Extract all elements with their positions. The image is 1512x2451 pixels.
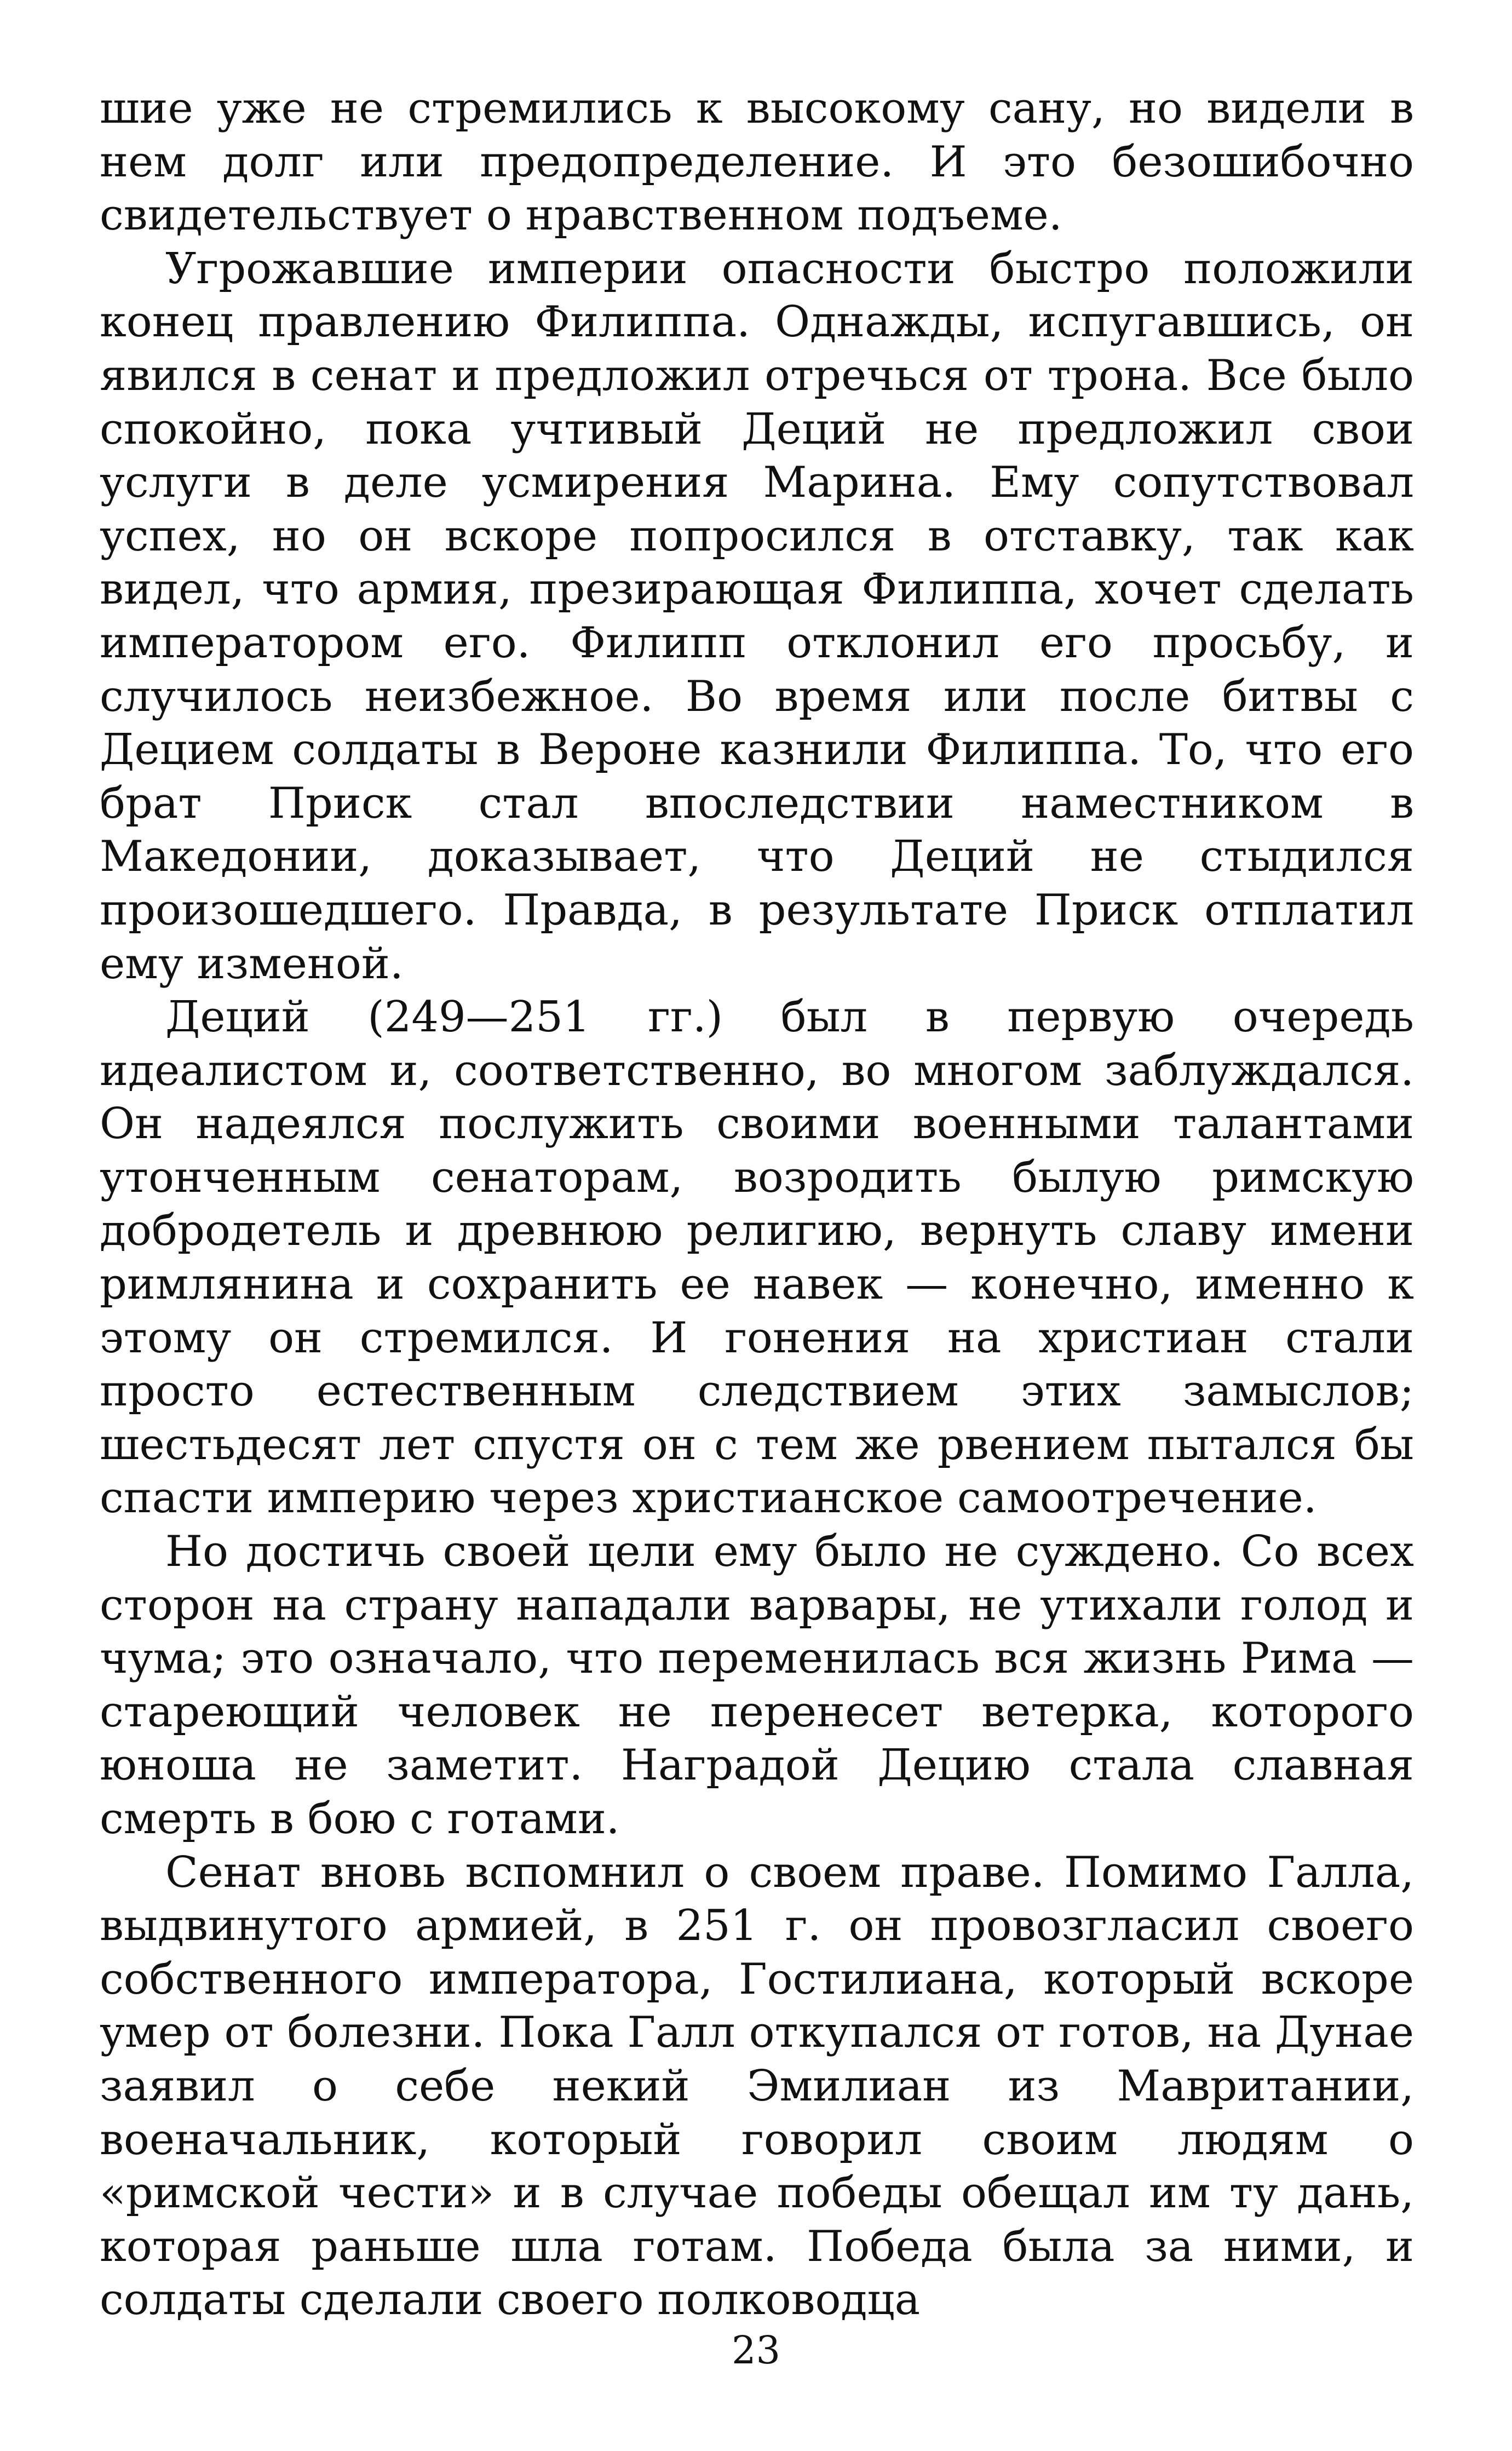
paragraph-decius-idealist: Деций (249—251 гг.) был в первую очередь идеалистом и, соответственно, во многом заблуждался. Он надеялся послужить своими военными талантами утонченным сенаторам, возродить былую римскую добродетель и древнюю религию, вернуть славу имени римлянина и сохранить ее навек — конечно, именно к этому он стремился. И гонения на христиан стали просто естественным следствием этих замыслов; шестьдесят лет спустя он с тем же рвением пытался бы спасти империю через христианское самоотречение.: [100, 992, 1414, 1523]
paragraph-philip-reign-end: Угрожавшие империи опасности быстро положили конец правлению Филиппа. Однажды, испугавшись, он явился в сенат и предложил отречься от трона. Все было спокойно, пока учтивый Деций не предложил свои услуги в деле усмирения Марина. Ему сопутствовал успех, но он вскоре попросился в отставку, так как видел, что армия, презирающая Филиппа, хочет сделать императором его. Филипп отклонил его просьбу, и случилось неизбежное. Во время или после битвы с Децием солдаты в Вероне казнили Филиппа. То, что его брат Приск стал впоследствии наместником в Македонии, доказывает, что Деций не стыдился произошедшего. Правда, в результате Приск отплатил ему изменой.: [100, 244, 1414, 989]
page-text-block: [100, 82, 1414, 2383]
page-number: 23: [731, 2328, 781, 2373]
paragraph-senate-right: Сенат вновь вспомнил о своем праве. Помимо Галла, выдвинутого армией, в 251 г. он провозгласил своего собственного императора, Гостилиана, который вскоре умер от болезни. Пока Галл откупался от готов, на Дунае заявил о себе некий Эмилиан из Мавритании, военачальник, который говорил своим людям о «римской чести» и в случае победы обещал им ту дань, которая раньше шла готам. Победа была за ними, и солдаты сделали своего полководца: [100, 1847, 1414, 2325]
paragraph-continuation: шие уже не стремились к высокому сану, но видели в нем долг или предопределение. И это безошибочно свидетельствует о нравственном подъеме.: [100, 84, 1414, 240]
paragraph-decius-fate: Но достичь своей цели ему было не суждено. Со всех сторон на страну нападали варвары, не утихали голод и чума; это означало, что переменилась вся жизнь Рима — стареющий человек не перенесет ветерка, которого юноша не заметит. Наградой Децию стала славная смерть в бою с готами.: [100, 1527, 1414, 1844]
